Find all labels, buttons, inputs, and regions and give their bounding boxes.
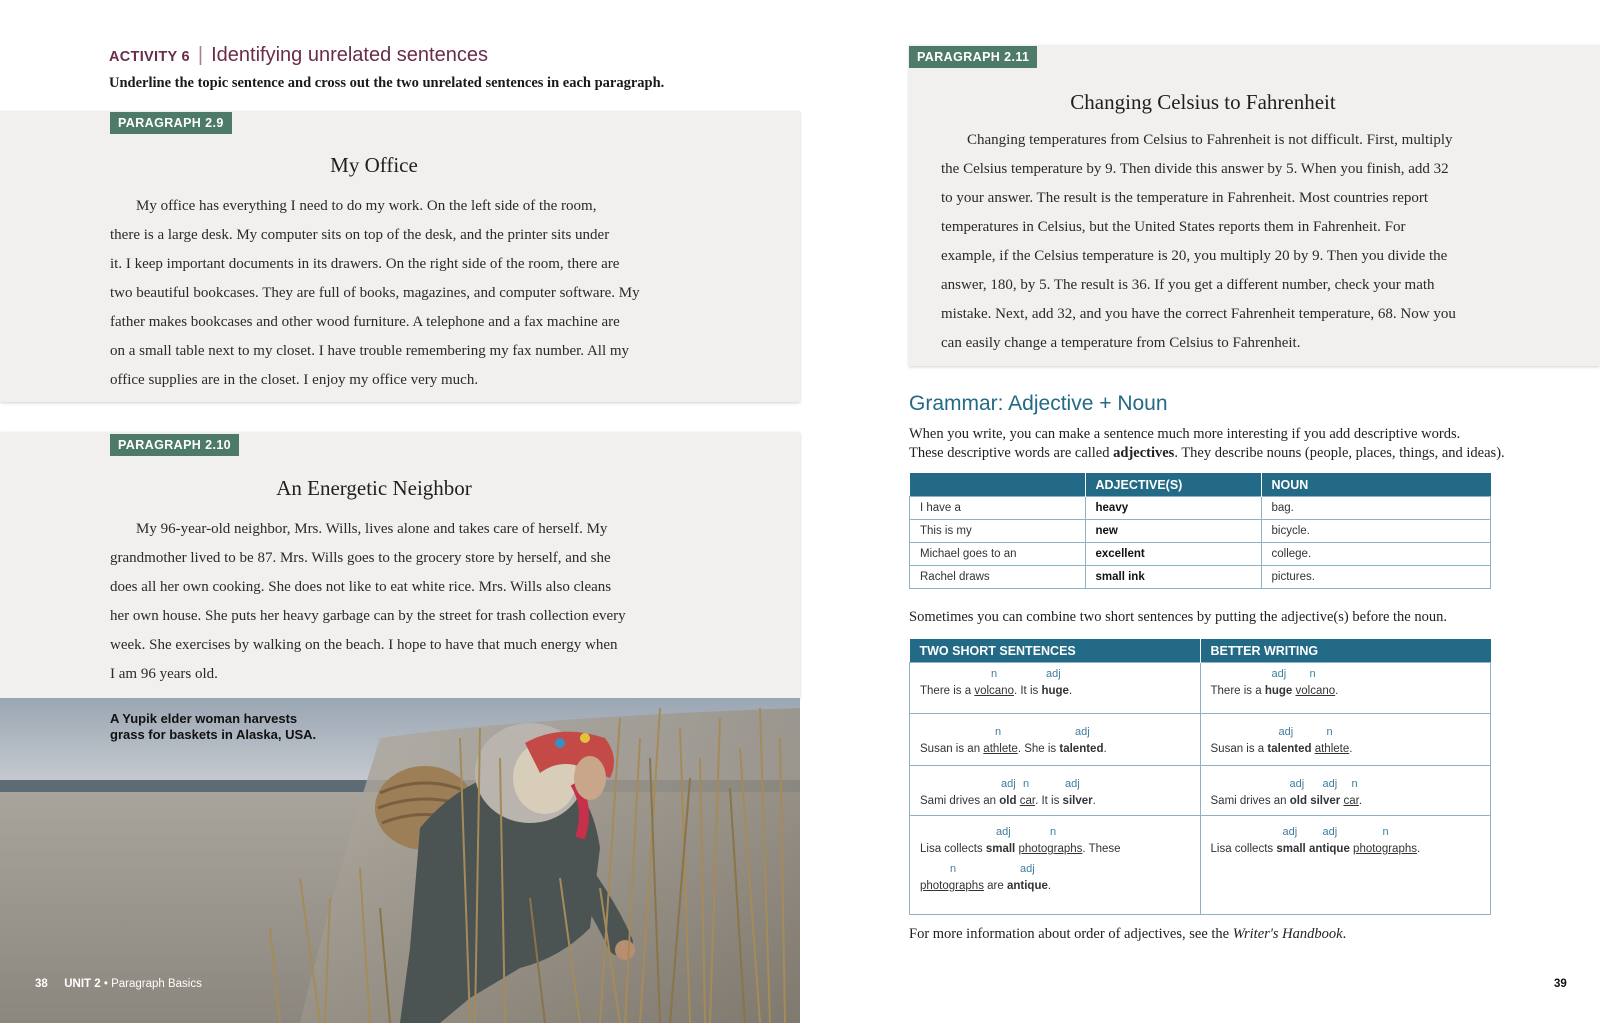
paragraph-line: father makes bookcases and other wood furniture. A telephone and a fax machine are [110,314,620,330]
table-row [910,816,1491,915]
noun-marker: n [1309,668,1316,680]
table-cell: This is my [910,520,1086,543]
sentence [920,877,1190,895]
noun-word: volcano [1295,685,1336,697]
photo-caption-line: A Yupik elder woman harvests [110,711,298,726]
table-header-cell: TWO SHORT SENTENCES [910,639,1201,663]
activity-label: ACTIVITY 6 [109,49,190,65]
footer-bullet: • [103,978,108,990]
noun-marker: n [995,726,1002,738]
adjective-word: talented [1059,743,1104,755]
annotation-line [1211,668,1481,682]
text-span: . These [1082,843,1121,855]
table-row [910,714,1491,766]
text-span: . She is [1017,743,1060,755]
noun-word: car [1019,795,1036,807]
paragraph-line: example, if the Celsius temperature is 20, you multiply 20 by 9. Then you divide the [941,248,1448,264]
table-cell: bag. [1261,497,1491,520]
adjective-word: huge [1041,685,1069,697]
table-header-cell: BETTER WRITING [1200,639,1491,663]
table-cell: heavy [1085,497,1261,520]
paragraph-line: grandmother lived to be 87. Mrs. Wills goes to the grocery store by herself, and she [110,550,611,566]
activity-separator: | [197,44,204,66]
noun-marker: n [1382,826,1389,838]
text-span: . [1417,843,1421,855]
adjective-marker: adj [1065,778,1080,790]
text-span: are [983,880,1007,892]
table-row [910,663,1491,714]
paragraph-line: her own house. She puts her heavy garbage can by the street for trash collection every [110,608,626,624]
more-info-text [909,926,1346,943]
sentence [1211,840,1481,858]
annotation-line [920,726,1190,740]
paragraph-title: Changing Celsius to Fahrenheit [1070,90,1336,114]
paragraph-line: mistake. Next, add 32, and you have the correct Fahrenheit temperature, 68. Now you [941,306,1456,322]
paragraph-tag: PARAGRAPH 2.11 [909,46,1037,68]
table-cell: college. [1261,543,1491,566]
table-cell [1200,816,1491,915]
text-span: Lisa collects [920,843,986,855]
noun-marker: n [991,668,998,680]
term-adjectives: adjectives [1113,445,1175,461]
text-span: . [1335,685,1339,697]
adjective-marker: adj [1075,726,1090,738]
activity-instructions: Underline the topic sentence and cross out the two unrelated sentences in each paragraph. [109,75,665,91]
sentence [920,682,1190,700]
table-cell [1200,714,1491,766]
activity-heading [109,44,488,70]
text-span: . [1342,926,1347,942]
adjective-marker: adj [1322,778,1338,790]
table-cell: I have a [910,497,1086,520]
text-span: . It is [1035,795,1063,807]
text-span: There is a [920,685,975,697]
paragraph-line: office supplies are in the closet. I enjoy my office very much. [110,372,479,388]
adjective-marker: adj [1278,726,1294,738]
adjective-marker: adj [1001,778,1016,790]
text-span: For more information about order of adjectives, see the [909,926,1233,942]
noun-word: photographs [1353,843,1417,855]
table-cell: Michael goes to an [910,543,1086,566]
left-footer [35,978,202,990]
table-cell [910,816,1201,915]
annotation-line [1211,726,1481,740]
table-cell [910,714,1201,766]
table-cell [1200,663,1491,714]
photo-yupik-elder [0,698,800,1023]
paragraph-tag: PARAGRAPH 2.10 [110,434,239,456]
sentence [920,840,1190,858]
adjective-word: small antique [1276,843,1350,855]
adjective-marker: adj [1046,668,1061,680]
noun-word: volcano [974,685,1014,697]
text-span: Susan is a [1210,743,1268,755]
annotation-line [1211,826,1481,840]
adjective-word: silver [1062,795,1093,807]
photo-caption [110,711,316,743]
annotation-line [920,826,1190,840]
table-row [910,766,1491,816]
adjective-marker: adj [1271,668,1287,680]
noun-word: athlete [983,743,1018,755]
grammar-intro-line [909,444,1505,463]
table-cell: bicycle. [1261,520,1491,543]
photo-caption-line: grass for baskets in Alaska, USA. [110,727,317,742]
text-span: Lisa collects [1210,843,1277,855]
annotation-line [920,863,1190,877]
text-span: . It is [1013,685,1042,697]
annotation-line [920,778,1190,792]
noun-word: car [1343,795,1359,807]
paragraph-line: there is a large desk. My computer sits on top of the desk, and the printer sits under [110,227,610,243]
combine-text: Sometimes you can combine two short sentences by putting the adjective(s) before the noun. [909,609,1447,625]
table-cell: Rachel draws [910,566,1086,589]
grammar-heading: Grammar: Adjective + Noun [909,392,1168,415]
table-header-row [910,639,1491,663]
text-span: These descriptive words are called [909,445,1114,461]
table-row [910,497,1491,520]
table-header-cell [910,473,1086,497]
adjective-marker: adj [1289,778,1305,790]
grammar-intro-line: When you write, you can make a sentence much more interesting if you add descriptive words. [909,426,1461,442]
noun-marker: n [1050,826,1057,838]
table-cell [910,663,1201,714]
table-row [910,543,1491,566]
table-header-cell: NOUN [1261,473,1491,497]
paragraph-line: two beautiful bookcases. They are full of books, magazines, and computer software. My [110,285,640,301]
noun-word: photographs [1018,843,1083,855]
sentence [1211,682,1481,700]
paragraph-line: answer, 180, by 5. The result is 36. If you get a different number, check your math [941,277,1435,293]
paragraph-line: My 96-year-old neighbor, Mrs. Wills, lives alone and takes care of herself. My [136,521,608,537]
text-span: . They describe nouns (people, places, things, and ideas). [1174,445,1505,461]
paragraph-card-2-9 [0,111,800,402]
text-span: Sami drives an [1210,795,1290,807]
table-row [910,520,1491,543]
table-cell [910,766,1201,816]
sentence [920,740,1190,758]
paragraph-line: can easily change a temperature from Celsius to Fahrenheit. [941,335,1301,351]
adjective-word: small [985,843,1016,855]
paragraph-body [110,515,670,689]
noun-marker: n [1023,778,1030,790]
table-cell [1200,766,1491,816]
page-number: 38 [35,978,48,990]
paragraph-title: An Energetic Neighbor [276,476,472,500]
annotation-line [1211,778,1481,792]
sentence-combining-table [909,639,1491,915]
paragraph-title: My Office [330,153,418,177]
footer-unit: UNIT 2 [64,978,101,990]
adjective-word: old silver [1289,795,1341,807]
text-span: . [1068,685,1073,697]
paragraph-line: to your answer. The result is the temperature in Fahrenheit. Most countries report [941,190,1429,206]
paragraph-line: My office has everything I need to do my work. On the left side of the room, [136,198,597,214]
paragraph-card-2-10 [0,432,800,698]
table-cell: small ink [1085,566,1261,589]
paragraph-tag: PARAGRAPH 2.9 [110,112,232,134]
table-cell: new [1085,520,1261,543]
table-cell: excellent [1085,543,1261,566]
paragraph-line: on a small table next to my closet. I have trouble remembering my fax number. All my [110,343,630,359]
noun-word: athlete [1314,743,1350,755]
paragraph-line: I am 96 years old. [110,666,218,682]
table-header-cell: ADJECTIVE(S) [1085,473,1261,497]
activity-title: Identifying unrelated sentences [211,44,488,66]
table-cell: pictures. [1261,566,1491,589]
paragraph-card-2-11 [909,45,1600,366]
adjective-marker: adj [1282,826,1298,838]
annotation-line [920,668,1190,682]
paragraph-line: it. I keep important documents in its drawers. On the right side of the room, there are [110,256,620,272]
text-span: . [1358,795,1363,807]
text-span: . [1349,743,1353,755]
noun-marker: n [950,863,957,875]
handbook-reference: Writer's Handbook [1232,926,1343,942]
sentence [920,792,1190,810]
sentence [1211,792,1481,810]
paragraph-body [110,192,670,395]
adjective-word: antique [1006,880,1048,892]
adjective-noun-table [909,473,1491,589]
adjective-word: old [999,795,1017,807]
right-page-number: 39 [1554,978,1567,990]
paragraph-line: week. She exercises by walking on the beach. I hope to have that much energy when [110,637,618,653]
footer-section: Paragraph Basics [111,978,202,990]
text-span: There is a [1210,685,1265,697]
adjective-word: huge [1264,685,1293,697]
text-span: Susan is an [920,743,984,755]
adjective-marker: adj [1322,826,1338,838]
paragraph-line: Changing temperatures from Celsius to Fahrenheit is not difficult. First, multiply [967,132,1453,148]
paragraph-body [941,126,1481,358]
table-row [910,566,1491,589]
table-header-row [910,473,1491,497]
text-span: . [1103,743,1107,755]
photo-illustration [0,698,800,1023]
adjective-marker: adj [1020,863,1035,875]
adjective-word: talented [1267,743,1312,755]
text-span: . [1092,795,1096,807]
paragraph-line: temperatures in Celsius, but the United States reports them in Fahrenheit. For [941,219,1406,235]
grammar-intro [909,425,1505,463]
noun-marker: n [1326,726,1333,738]
paragraph-line: the Celsius temperature by 9. Then divide this answer by 5. When you finish, add 32 [941,161,1449,177]
sentence [1211,740,1481,758]
adjective-marker: adj [996,826,1011,838]
noun-word: photographs [920,880,984,892]
paragraph-line: does all her own cooking. She does not like to eat white rice. Mrs. Wills also cleans [110,579,612,595]
text-span: Sami drives an [920,795,1000,807]
text-span: . [1047,880,1052,892]
noun-marker: n [1351,778,1358,790]
